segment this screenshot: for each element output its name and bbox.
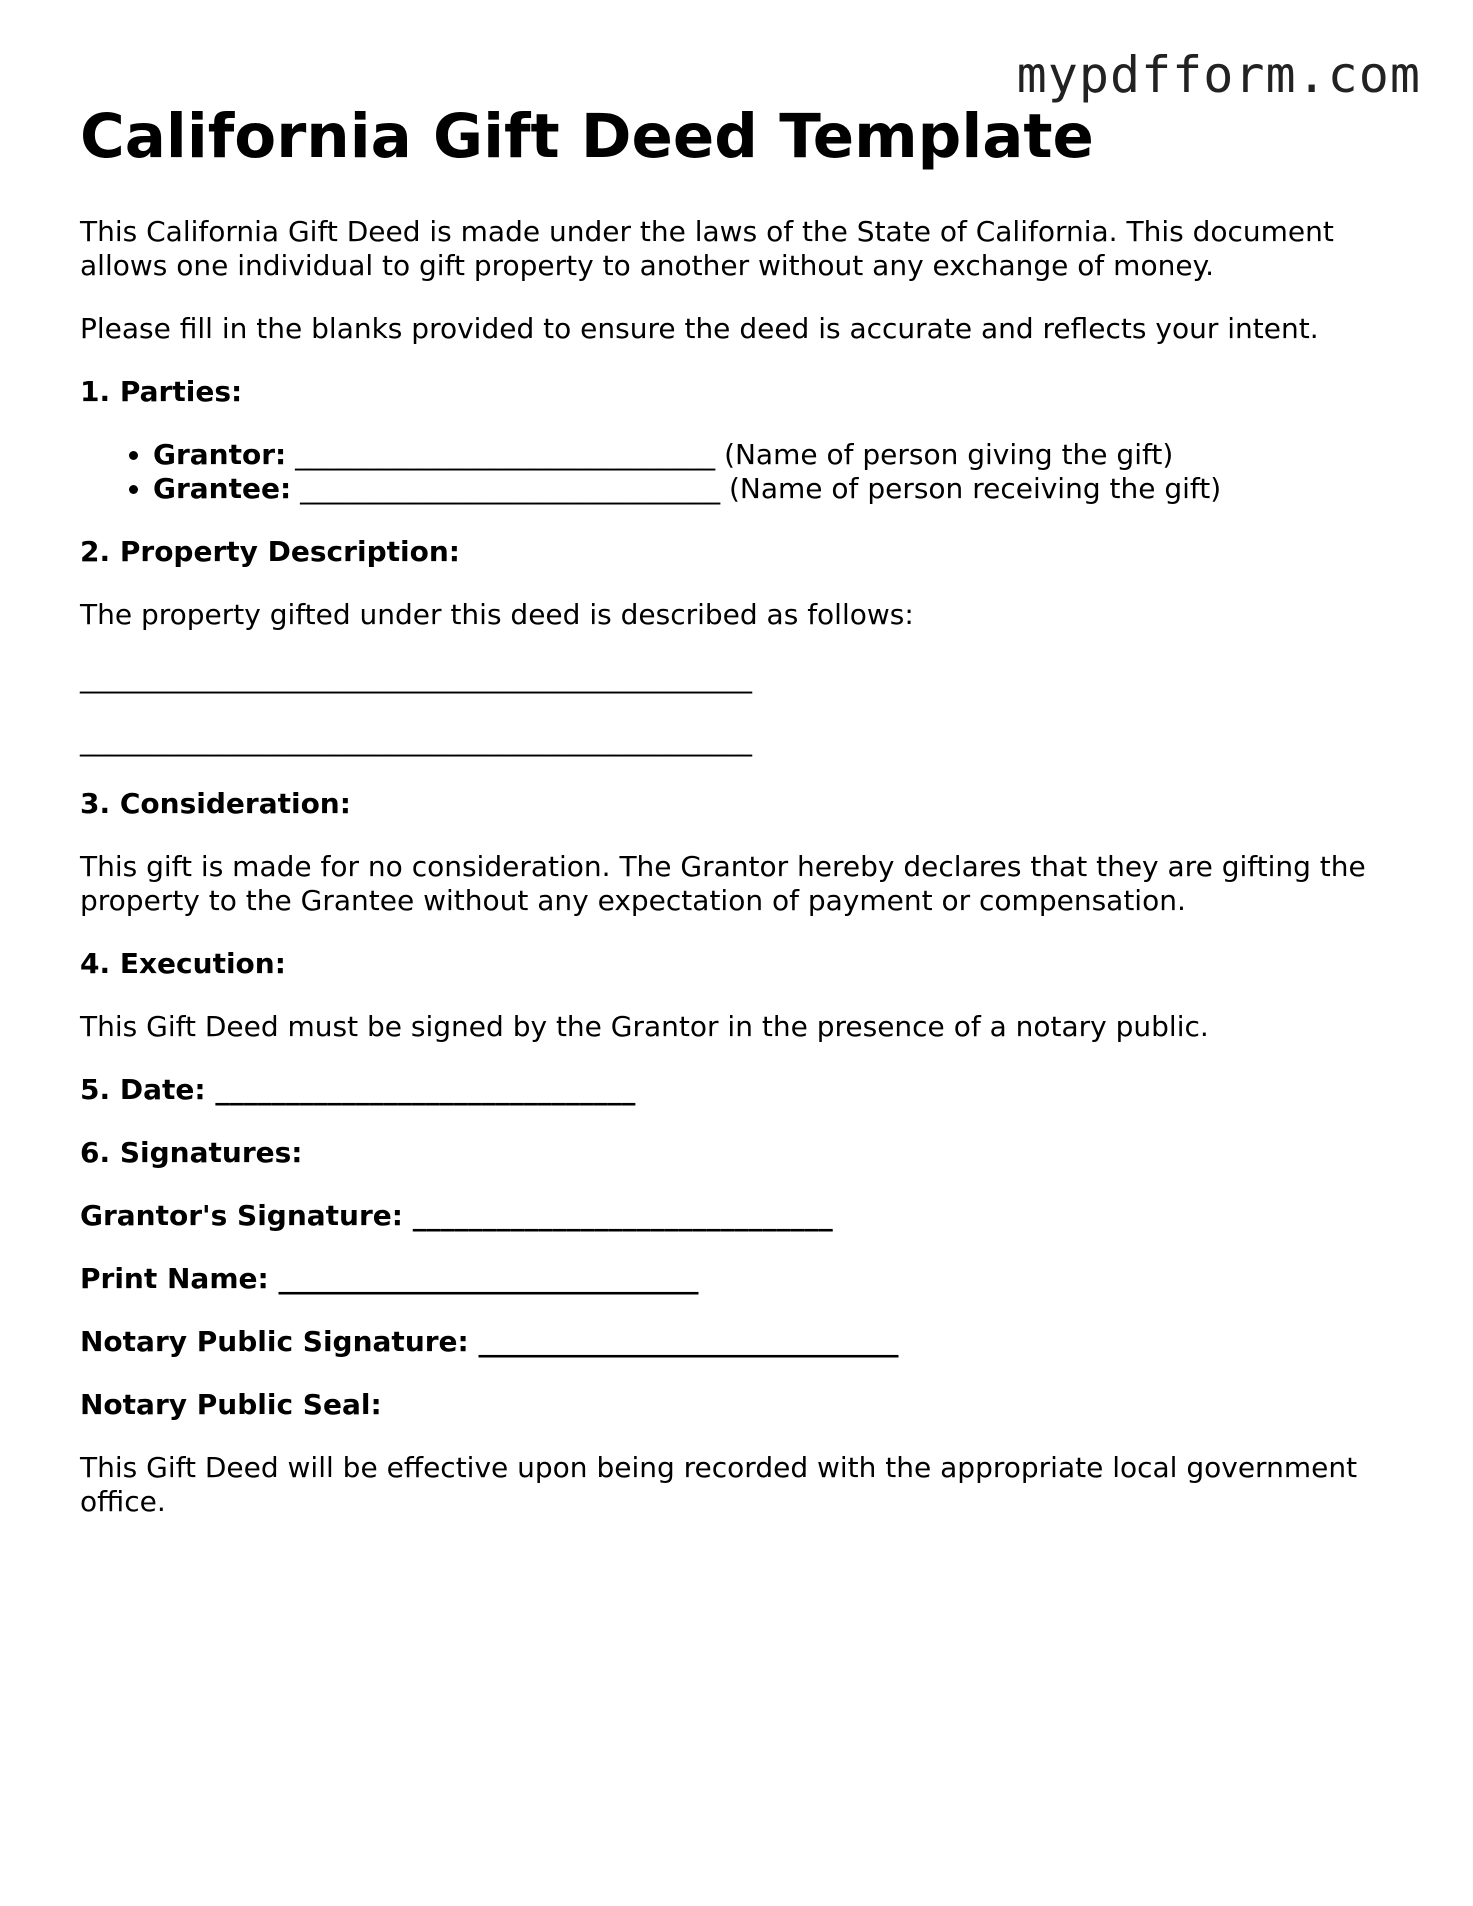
grantor-signature-field[interactable]: ______________________________ [412, 1199, 833, 1232]
print-name-label: Print Name: [80, 1262, 269, 1295]
intro-paragraph: This California Gift Deed is made under the laws of the State of California. This document allows one individual to gift property to another without any exchange of money. [80, 215, 1334, 282]
grantee-note: (Name of person receiving the gift) [729, 472, 1222, 505]
grantor-label: Grantor: [153, 438, 287, 471]
notary-signature-label: Notary Public Signature: [80, 1325, 469, 1358]
print-name-field[interactable]: ______________________________ [278, 1262, 699, 1295]
property-description-line-2[interactable]: ________________________________________________ [80, 724, 752, 757]
grantor-signature-row [80, 1199, 1400, 1233]
grantee-name-field[interactable]: ______________________________ [300, 472, 721, 505]
document-page [80, 102, 1400, 1548]
grantor-signature-label: Grantor's Signature: [80, 1199, 403, 1232]
document-title: California Gift Deed Template [80, 101, 1094, 172]
consideration-text: This gift is made for no consideration. The Grantor hereby declares that they are gifting the property to the Grantee without any expectation of payment or compensation. [80, 850, 1366, 917]
property-text: The property gifted under this deed is described as follows: [80, 598, 914, 631]
section-property-heading: 2. Property Description: [80, 535, 460, 568]
section-consideration-heading: 3. Consideration: [80, 787, 351, 820]
print-name-row [80, 1262, 1400, 1296]
section-execution-heading: 4. Execution: [80, 947, 286, 980]
closing-paragraph: This Gift Deed will be effective upon being recorded with the appropriate local government office. [80, 1451, 1358, 1518]
property-description-line-1[interactable]: ________________________________________________ [80, 661, 752, 694]
instructions-paragraph: Please fill in the blanks provided to ensure the deed is accurate and reflects your intent. [80, 312, 1319, 345]
parties-list [80, 438, 1400, 506]
section-parties-heading: 1. Parties: [80, 375, 243, 408]
grantee-label: Grantee: [153, 472, 292, 505]
section-signatures-heading: 6. Signatures: [80, 1136, 303, 1169]
execution-text: This Gift Deed must be signed by the Grantor in the presence of a notary public. [80, 1010, 1209, 1043]
date-label: 5. Date: [80, 1073, 206, 1106]
site-watermark: mypdfform.com [1016, 46, 1421, 104]
notary-seal-label: Notary Public Seal: [80, 1388, 382, 1421]
notary-signature-row [80, 1325, 1400, 1359]
grantee-item [153, 472, 1400, 506]
grantor-item [153, 438, 1400, 472]
section-date-row [80, 1073, 1400, 1107]
grantor-name-field[interactable]: ______________________________ [295, 438, 716, 471]
notary-signature-field[interactable]: ______________________________ [478, 1325, 899, 1358]
date-field[interactable]: ______________________________ [215, 1073, 636, 1106]
grantor-note: (Name of person giving the gift) [724, 438, 1174, 471]
